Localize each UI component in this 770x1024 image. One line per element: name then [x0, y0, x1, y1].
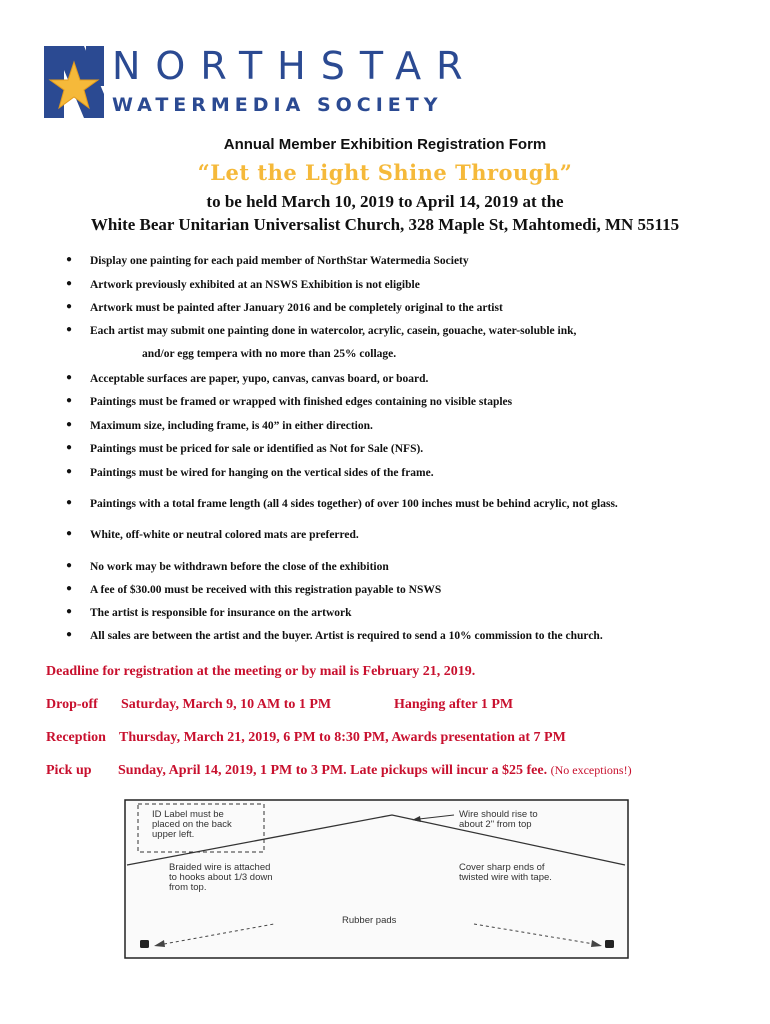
- bullet-icon: ●: [66, 606, 73, 617]
- registration-deadline: Deadline for registration at the meeting or by mail is February 21, 2019.: [46, 664, 476, 679]
- form-title: Annual Member Exhibition Registration Form: [223, 136, 547, 153]
- bullet-icon: ●: [66, 395, 73, 406]
- braided-wire-note: Braided wire is attached to hooks about 1/3 down from top.: [169, 862, 273, 893]
- wire-rise-note: Wire should rise to about 2" from top: [459, 809, 538, 830]
- bullet-icon: ●: [66, 497, 73, 508]
- logo-name: NORTHSTAR: [112, 44, 478, 88]
- hanging-diagram: [124, 799, 629, 959]
- pickup-note: (No exceptions!): [550, 763, 632, 777]
- northstar-logo: [42, 44, 478, 124]
- cover-ends-note: Cover sharp ends of twisted wire with tape.: [459, 862, 552, 883]
- pickup-value: Sunday, April 14, 2019, 1 PM to 3 PM. Late pickups will incur a $25 fee.: [118, 763, 548, 778]
- bullet-icon: ●: [66, 466, 73, 477]
- bullet-icon: ●: [66, 324, 73, 335]
- bullet-icon: ●: [66, 301, 73, 312]
- reception-label: Reception: [46, 730, 106, 745]
- list-item-continuation: and/or egg tempera with no more than 25% collage.: [142, 348, 397, 360]
- bullet-icon: ●: [66, 278, 73, 289]
- exhibition-dates: to be held March 10, 2019 to April 14, 2019 at the: [206, 192, 564, 211]
- bullet-icon: ●: [66, 560, 73, 571]
- exhibition-venue: White Bear Unitarian Universalist Church, 328 Maple St, Mahtomedi, MN 55115: [90, 215, 680, 234]
- pickup-label: Pick up: [46, 763, 92, 778]
- bullet-icon: ●: [66, 528, 73, 539]
- bullet-icon: ●: [66, 419, 73, 430]
- exhibition-theme: “Let the Light Shine Through”: [197, 160, 573, 185]
- bullet-icon: ●: [66, 629, 73, 640]
- pickup-line: [118, 763, 632, 779]
- id-label-note: ID Label must be placed on the back upper left.: [152, 809, 232, 840]
- bullet-icon: ●: [66, 372, 73, 383]
- dropoff-value: Saturday, March 9, 10 AM to 1 PM: [121, 697, 332, 712]
- northstar-logo-icon: [42, 44, 106, 120]
- bullet-icon: ●: [66, 442, 73, 453]
- hanging-time: Hanging after 1 PM: [394, 697, 514, 712]
- rubber-pads-note: Rubber pads: [342, 915, 397, 926]
- reception-value: Thursday, March 21, 2019, 6 PM to 8:30 PM, Awards presentation at 7 PM: [119, 730, 566, 745]
- dropoff-label: Drop-off: [46, 697, 98, 712]
- bullet-icon: ●: [66, 254, 73, 265]
- bullet-icon: ●: [66, 583, 73, 594]
- logo-subtitle: WATERMEDIA SOCIETY: [112, 94, 443, 116]
